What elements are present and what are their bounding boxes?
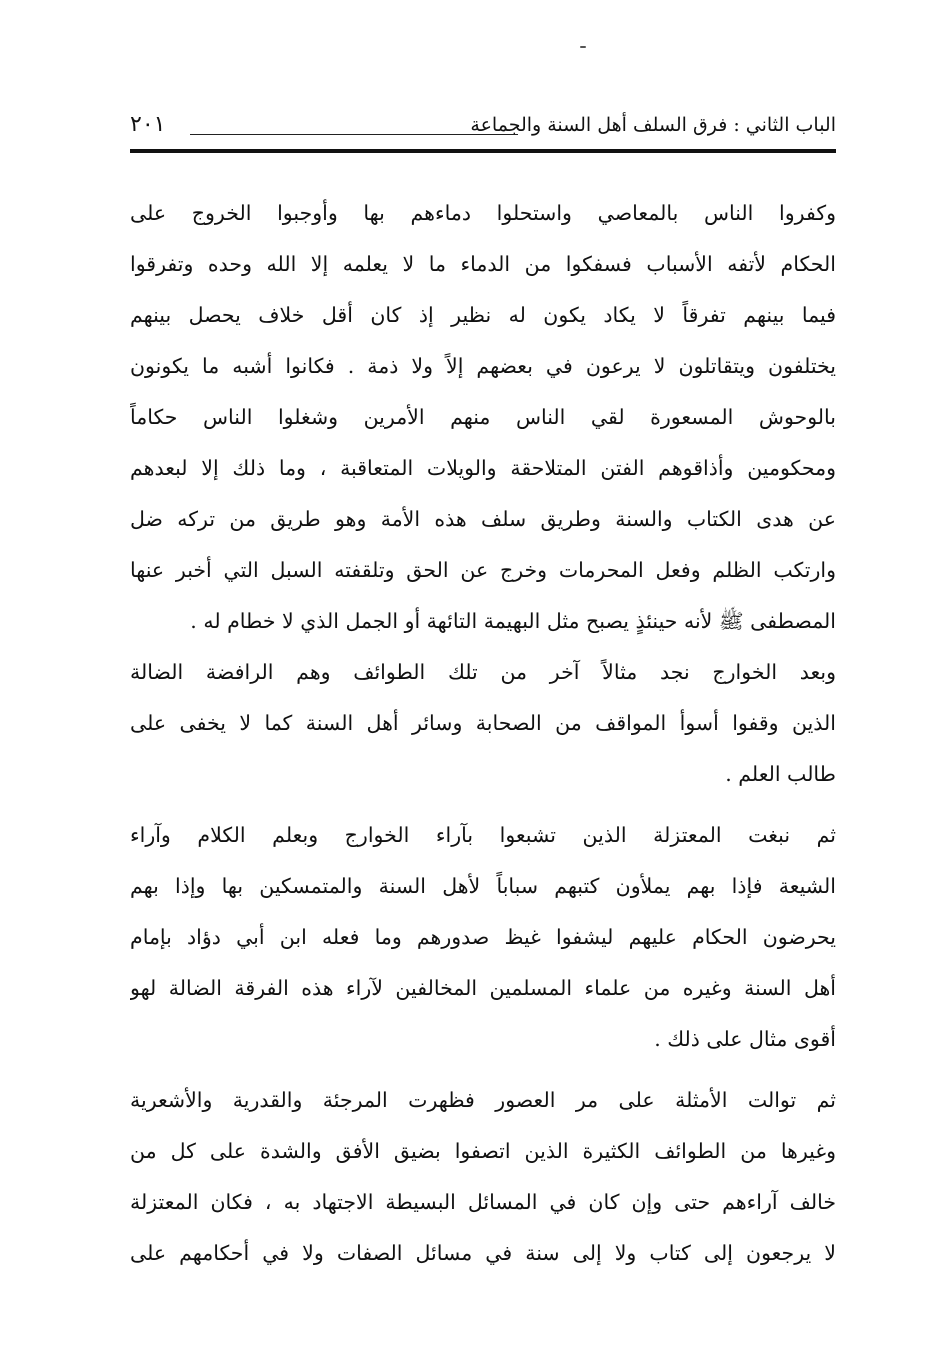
paragraph	[130, 647, 836, 800]
text-line: وارتكب الظلم وفعل المحرمات وخرج عن الحق وتلقفته السبل التي أخبر عنها	[130, 558, 836, 582]
header-rule	[130, 149, 836, 153]
text-line: خالف آراءهم حتى وإن كان في المسائل البسيطة الاجتهاد به ، فكان المعتزلة	[130, 1190, 836, 1214]
text-line: المصطفى ﷺ لأنه حينئذٍ يصبح مثل البهيمة التائهة أو الجمل الذي لا خطام له .	[190, 609, 836, 633]
paragraph-gap	[130, 1065, 836, 1075]
paragraph	[130, 1075, 836, 1279]
text-line: يختلفون ويتقاتلون لا يرعون في بعضهم إلاً ولا ذمة . فكانوا أشبه ما يكونون	[130, 354, 836, 378]
body-text	[130, 188, 836, 1279]
text-line: ومحكومين وأذاقوهم الفتن المتلاحقة والويلات المتعاقبة ، وما ذلك إلا لبعدهم	[130, 456, 836, 480]
text-line: يحرضون الحكام عليهم ليشفوا غيظ صدورهم وما فعله ابن أبي دؤاد بإمام	[130, 925, 836, 949]
text-line: أهل السنة وغيره من علماء المسلمين المخالفين لآراء هذه الفرقة الضالة لهو	[130, 976, 836, 1000]
text-line: ثم نبغت المعتزلة الذين تشبعوا بآراء الخوارج وبعلم الكلام وآراء	[130, 823, 836, 847]
text-line: الذين وقفوا أسوأ المواقف من الصحابة وسائر أهل السنة كما لا يخفى على	[130, 711, 836, 735]
text-line: لا يرجعون إلى كتاب ولا إلى سنة في مسائل الصفات ولا في أحكامهم على	[130, 1241, 836, 1265]
page-number: ٢٠١	[130, 112, 166, 137]
text-line: وبعد الخوارج نجد مثالاً آخر من تلك الطوائف وهم الرافضة الضالة	[130, 660, 836, 684]
text-line: فيما بينهم تفرقاً لا يكاد يكون له نظير إذ كان أقل خلاف يحصل بينهم	[130, 303, 836, 327]
text-line: الحكام لأتفه الأسباب فسفكوا من الدماء ما لا يعلمه إلا الله وحده وتفرقوا	[130, 252, 836, 276]
paragraph	[130, 810, 836, 1065]
text-line: بالوحوش المسعورة لقي الناس منهم الأمرين وشغلوا الناس حكاماً	[130, 405, 836, 429]
print-speck	[580, 46, 586, 48]
text-line: الشيعة فإذا بهم يملأون كتبهم سباباً لأهل السنة والمتمسكين بها وإذا بهم	[130, 874, 836, 898]
text-line: وغيرها من الطوائف الكثيرة الذين اتصفوا بضيق الأفق والشدة على كل من	[130, 1139, 836, 1163]
paragraph-gap	[130, 800, 836, 810]
text-line: ثم توالت الأمثلة على مر العصور فظهرت المرجئة والقدرية والأشعرية	[130, 1088, 836, 1112]
text-line: وكفروا الناس بالمعاصي واستحلوا دماءهم بها وأوجبوا الخروج على	[130, 201, 836, 225]
running-header	[130, 112, 836, 148]
text-line: طالب العلم .	[725, 762, 836, 786]
paragraph	[130, 188, 836, 647]
chapter-title: الباب الثاني : فرق السلف أهل السنة والجماعة	[470, 114, 836, 136]
text-line: أقوى مثال على ذلك .	[654, 1027, 836, 1051]
header-leader-line	[190, 134, 518, 135]
text-line: عن هدى الكتاب والسنة وطريق سلف هذه الأمة وهو طريق من تركه ضل	[130, 507, 836, 531]
